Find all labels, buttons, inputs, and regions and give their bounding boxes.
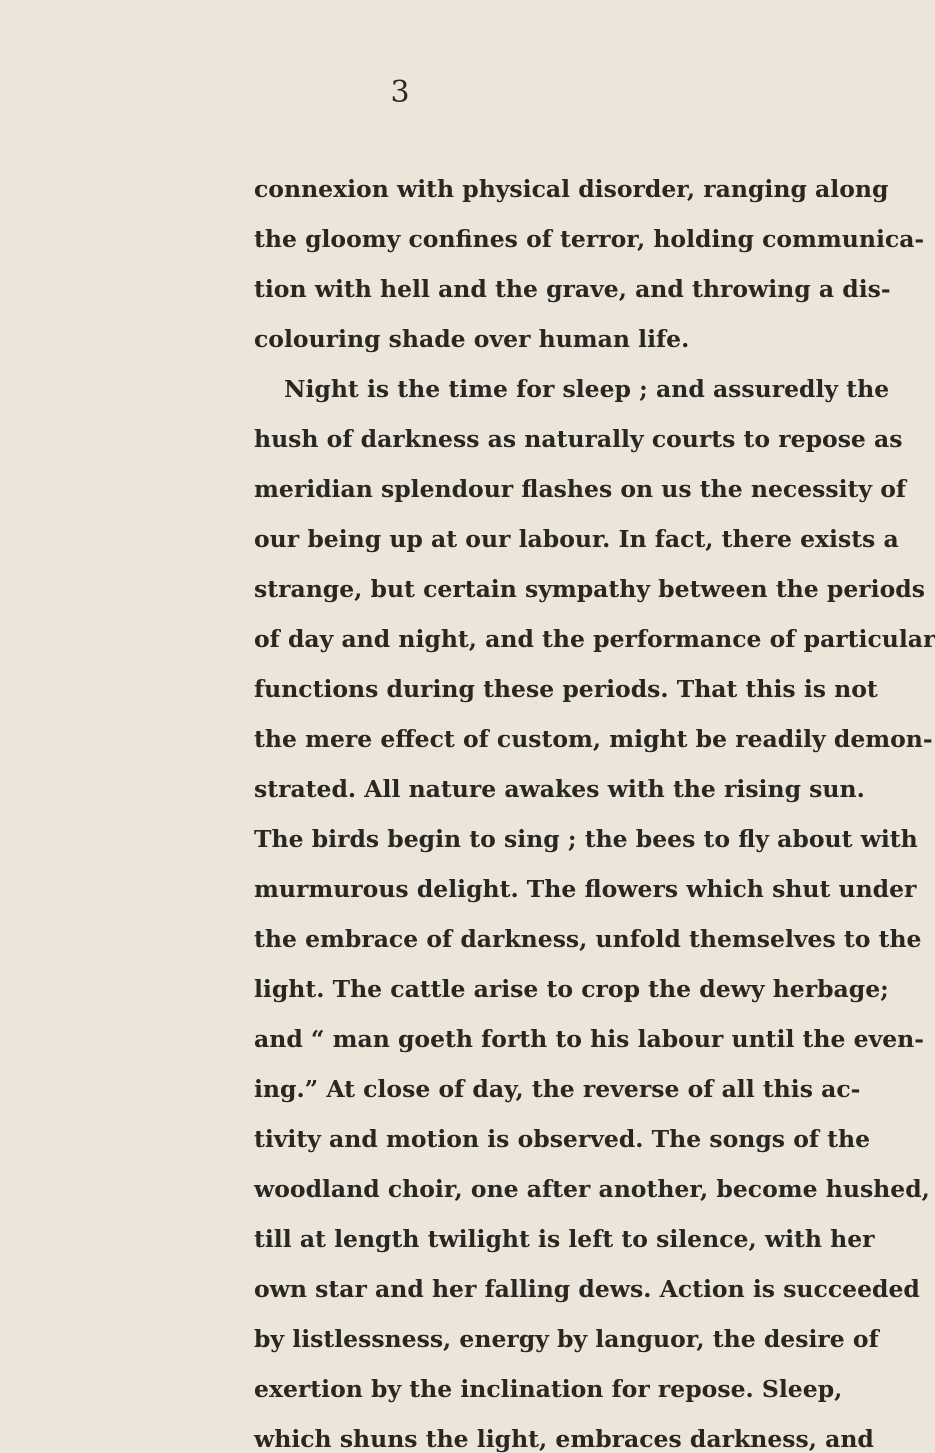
paragraph-start-line: Night is the time for sleep ; and assuredly the [284,375,890,403]
text-line: The birds begin to sing ; the bees to fly about with [254,825,918,853]
page-number: 3 [390,75,410,110]
text-line: ing.” At close of day, the reverse of all this ac- [254,1075,861,1103]
text-line: the embrace of darkness, unfold themselves to the [254,925,922,953]
text-line: our being up at our labour. In fact, there exists a [254,525,899,553]
text-line: murmurous delight. The flowers which shut under [254,875,917,903]
text-line: woodland choir, one after another, become hushed, [254,1175,930,1203]
text-line: and “ man goeth forth to his labour until the even- [254,1025,925,1053]
text-line: tivity and motion is observed. The songs of the [254,1125,871,1153]
text-line: light. The cattle arise to crop the dewy herbage; [254,975,889,1003]
text-line: functions during these periods. That this is not [254,675,878,703]
text-line: connexion with physical disorder, ranging along [254,175,889,203]
text-line: which shuns the light, embraces darkness, and [254,1425,874,1453]
text-line: till at length twilight is left to silence, with her [254,1225,875,1253]
text-line: colouring shade over human life. [254,325,690,353]
text-line: tion with hell and the grave, and throwing a dis- [254,275,891,303]
text-line: exertion by the inclination for repose. Sleep, [254,1375,843,1403]
text-line: strange, but certain sympathy between the periods [254,575,925,603]
text-line: the gloomy confines of terror, holding communica- [254,225,925,253]
text-line: strated. All nature awakes with the rising sun. [254,775,865,803]
text-line: own star and her falling dews. Action is succeeded [254,1275,920,1303]
text-line: by listlessness, energy by languor, the desire of [254,1325,879,1353]
text-line: meridian splendour flashes on us the necessity of [254,475,907,503]
text-line: hush of darkness as naturally courts to repose as [254,425,903,453]
text-line: of day and night, and the performance of particular [254,625,935,653]
text-line: the mere effect of custom, might be readily demon- [254,725,933,753]
